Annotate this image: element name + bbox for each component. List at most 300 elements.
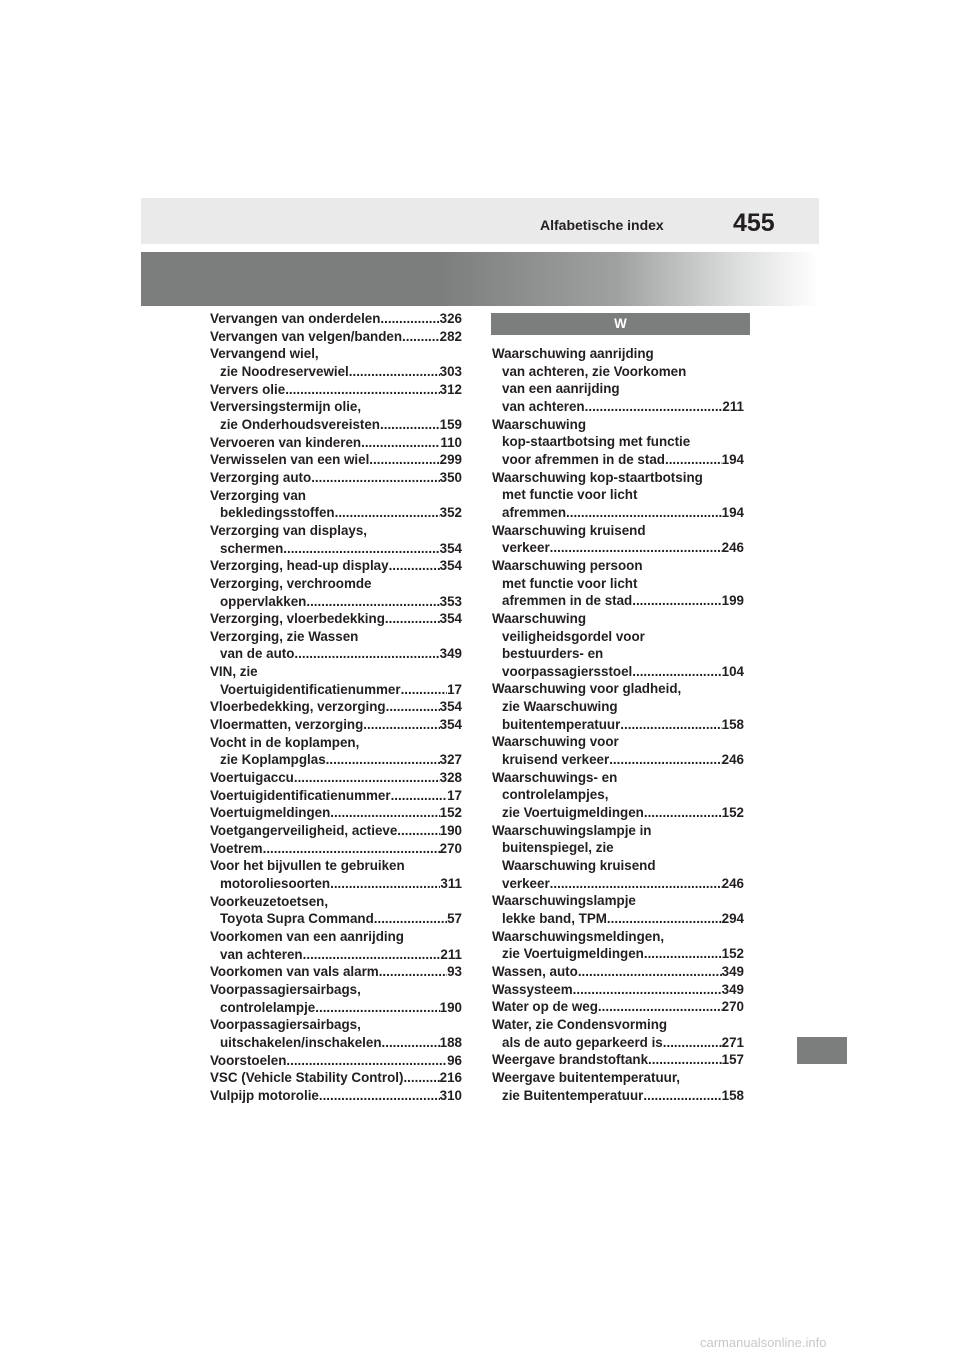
index-entry-line — [210, 751, 462, 769]
index-entry — [210, 557, 462, 575]
index-entry-line — [210, 345, 462, 363]
index-entry — [492, 610, 744, 681]
index-entry — [210, 928, 462, 963]
watermark: carmanualsonline.info — [700, 1335, 827, 1350]
dot-leader — [397, 822, 439, 840]
index-entry — [492, 345, 744, 416]
thumb-index-tab — [797, 1037, 847, 1064]
index-entry — [210, 857, 462, 892]
index-term: Weergave buitentemperatuur, — [492, 1069, 681, 1085]
index-term: Waarschuwing voor gladheid, — [492, 681, 682, 697]
index-term: kruisend verkeer — [502, 752, 610, 768]
index-entry — [210, 628, 462, 663]
dot-leader — [263, 840, 440, 858]
index-entry-line — [210, 487, 462, 505]
dot-leader — [349, 363, 440, 381]
index-entry-line — [492, 451, 744, 469]
dot-leader — [665, 451, 722, 469]
index-page-ref: 211 — [722, 398, 744, 414]
index-entry-line — [210, 645, 462, 663]
index-page-ref: 246 — [721, 540, 744, 556]
index-term: verkeer — [502, 875, 550, 891]
index-term: oppervlakken — [220, 593, 307, 609]
index-term: Voorkomen van een aanrijding — [210, 928, 404, 944]
index-entry-line — [492, 786, 744, 804]
index-entry-line — [492, 469, 744, 487]
index-term: Water, zie Condensvorming — [492, 1016, 668, 1032]
index-term: Voertuigaccu — [210, 770, 294, 786]
index-page-ref: 211 — [440, 946, 462, 962]
index-entry-line — [492, 1087, 744, 1105]
index-term: Voetrem — [210, 840, 263, 856]
dot-leader — [363, 716, 439, 734]
index-entry-line — [492, 1069, 744, 1087]
index-entry — [210, 1087, 462, 1105]
index-term: Weergave brandstoftank — [492, 1052, 649, 1068]
index-entry-line — [210, 734, 462, 752]
index-entry — [492, 963, 744, 981]
dot-leader — [319, 1087, 440, 1105]
index-page-ref: 354 — [439, 540, 462, 556]
index-entry-line — [210, 698, 462, 716]
index-page-ref: 326 — [439, 311, 462, 326]
index-term: motoroliesoorten — [220, 876, 331, 891]
dot-leader — [283, 540, 439, 558]
index-entry-line — [492, 910, 744, 928]
index-page-ref: 199 — [721, 593, 744, 609]
dot-leader — [335, 504, 440, 522]
index-page-ref: 354 — [439, 611, 462, 627]
index-entry — [210, 398, 462, 433]
index-term: Wassen, auto — [492, 963, 578, 979]
index-entry-line — [492, 822, 744, 840]
dot-leader — [578, 963, 722, 981]
index-entry-line — [210, 999, 462, 1017]
index-entry-line — [210, 593, 462, 611]
index-entry — [210, 804, 462, 822]
index-term: uitschakelen/inschakelen — [220, 1034, 382, 1050]
index-term: zie Voertuigmeldingen — [502, 946, 644, 962]
index-entry-line — [492, 345, 744, 363]
index-entry-line — [210, 328, 462, 346]
index-page-ref: 57 — [447, 911, 462, 927]
index-term: zie Onderhoudsvereisten — [220, 416, 380, 432]
index-entry — [210, 963, 462, 981]
index-entry — [210, 787, 462, 805]
index-entry-line — [210, 557, 462, 575]
index-entry — [210, 328, 462, 346]
index-term: Voertuigmeldingen — [210, 805, 331, 821]
index-entry-line — [210, 451, 462, 469]
index-page-ref: 194 — [721, 504, 744, 520]
index-term: Waarschuwing aanrijding — [492, 346, 654, 361]
index-page-ref: 350 — [439, 469, 462, 485]
index-term: Verwisselen van een wiel — [210, 452, 370, 468]
index-entry-line — [210, 963, 462, 981]
index-page-ref: 152 — [721, 946, 744, 962]
index-entry-line — [492, 610, 744, 628]
index-entry — [210, 981, 462, 1016]
letter-heading: W — [491, 313, 750, 335]
index-page-ref: 158 — [721, 1087, 744, 1103]
index-entry — [210, 716, 462, 734]
index-term: Voertuigidentificatienummer — [210, 787, 391, 803]
index-entry-line — [210, 522, 462, 540]
index-page-ref: 110 — [440, 434, 462, 450]
dot-leader — [566, 504, 722, 522]
index-entry — [210, 310, 462, 328]
index-entry — [210, 345, 462, 380]
index-term: Verzorging, verchroomde — [210, 575, 372, 591]
index-term: van achteren, zie Voorkomen — [502, 363, 687, 379]
index-entry-line — [210, 1087, 462, 1105]
index-term: controlelampje — [220, 999, 316, 1015]
index-entry — [210, 487, 462, 522]
index-entry-line — [492, 363, 744, 381]
index-entry-line — [210, 875, 462, 893]
index-page-ref: 17 — [447, 681, 462, 697]
index-entry-line — [210, 1034, 462, 1052]
index-page-ref: 282 — [439, 328, 462, 344]
index-term: Waarschuwing kop-staartbotsing — [492, 469, 703, 485]
dot-leader — [330, 804, 439, 822]
index-entry-line — [210, 575, 462, 593]
index-page-ref: 303 — [439, 363, 462, 379]
index-term: afremmen — [502, 504, 567, 520]
dot-leader — [326, 751, 440, 769]
dot-leader — [632, 592, 721, 610]
index-term: Vulpijp motorolie — [210, 1087, 319, 1103]
index-term: Water op de weg — [492, 999, 598, 1015]
index-entry — [492, 1051, 744, 1069]
dot-leader — [648, 1051, 722, 1069]
index-entry-line — [210, 398, 462, 416]
index-page-ref: 352 — [439, 505, 462, 521]
index-entry — [492, 557, 744, 610]
index-page-ref: 93 — [447, 964, 462, 980]
index-entry-line — [210, 1069, 462, 1087]
dot-leader — [315, 999, 439, 1017]
index-page-ref: 104 — [721, 663, 744, 679]
index-entry-line — [210, 504, 462, 522]
index-term: afremmen in de stad — [502, 593, 633, 609]
index-entry-line — [210, 804, 462, 822]
index-term: zie Noodreservewiel — [220, 363, 349, 379]
index-term: Vervangend wiel, — [210, 346, 319, 362]
index-entry-line — [492, 592, 744, 610]
dot-leader — [306, 593, 439, 611]
index-page-ref: 194 — [721, 451, 744, 467]
index-term: van een aanrijding — [502, 381, 620, 397]
index-term: VIN, zie — [210, 664, 258, 680]
dot-leader — [598, 998, 722, 1016]
dot-leader — [663, 1034, 722, 1052]
index-page-ref: 354 — [439, 699, 462, 715]
index-page-ref: 328 — [439, 770, 462, 786]
index-page-ref: 299 — [439, 452, 462, 468]
index-entry — [492, 998, 744, 1016]
index-entry-line — [492, 416, 744, 434]
index-entry-line — [492, 698, 744, 716]
dot-leader — [285, 381, 439, 399]
index-entry — [210, 698, 462, 716]
index-page-ref: 310 — [439, 1087, 462, 1103]
index-page-ref: 354 — [439, 717, 462, 733]
index-term: zie Buitentemperatuur — [502, 1087, 644, 1103]
index-term: verkeer — [502, 540, 550, 556]
index-entry-line — [492, 557, 744, 575]
index-entry-line — [210, 769, 462, 787]
index-term: Vocht in de koplampen, — [210, 734, 360, 750]
index-term: Verzorging, head-up display — [210, 558, 389, 574]
index-page-ref: 349 — [721, 981, 744, 997]
index-page-ref: 353 — [439, 593, 462, 609]
index-term: veiligheidsgordel voor — [502, 628, 645, 644]
index-page-ref: 349 — [721, 963, 744, 979]
index-entry-line — [210, 1052, 462, 1070]
dot-leader — [369, 451, 439, 469]
index-term: bekledingsstoffen — [220, 505, 335, 521]
index-page-ref: 152 — [721, 805, 744, 821]
index-term: Voorstoelen — [210, 1052, 287, 1068]
index-entry-line — [492, 804, 744, 822]
index-entry-line — [492, 839, 744, 857]
index-term: Ververs olie — [210, 381, 286, 397]
dot-leader — [585, 398, 723, 416]
header-band — [141, 198, 819, 244]
dot-leader — [607, 910, 722, 928]
index-page-ref: 312 — [439, 381, 462, 397]
index-entry-line — [210, 1016, 462, 1034]
index-entry-line — [492, 716, 744, 734]
index-entry — [210, 840, 462, 858]
index-entry — [492, 928, 744, 963]
dot-leader — [573, 981, 722, 999]
dot-leader — [632, 663, 721, 681]
index-entry-line — [210, 981, 462, 999]
index-entry — [492, 733, 744, 768]
index-term: Verzorging van — [210, 487, 306, 503]
index-entry-line — [210, 822, 462, 840]
header-gradient-band — [141, 252, 819, 306]
index-term: met functie voor licht — [502, 487, 638, 503]
index-term: Verzorging van displays, — [210, 522, 368, 538]
index-entry — [492, 416, 744, 469]
index-page-ref: 246 — [721, 875, 744, 891]
index-page-ref: 327 — [439, 752, 462, 768]
section-title: Alfabetische index — [540, 217, 664, 233]
index-entry-line — [210, 787, 462, 805]
index-term: Waarschuwing kruisend — [502, 858, 656, 874]
index-entry — [210, 734, 462, 769]
dot-leader — [389, 557, 440, 575]
index-term: met functie voor licht — [502, 575, 638, 591]
dot-leader — [379, 963, 447, 981]
index-page-ref: 311 — [440, 876, 462, 891]
index-term: zie Waarschuwing — [502, 699, 618, 715]
index-entry-line — [492, 928, 744, 946]
index-entry-line — [492, 733, 744, 751]
dot-leader — [294, 645, 439, 663]
index-entry — [210, 822, 462, 840]
index-entry — [210, 893, 462, 928]
index-term: bestuurders- en — [502, 646, 604, 662]
index-page-ref: 159 — [439, 416, 462, 432]
index-term: Verzorging, vloerbedekking — [210, 611, 385, 627]
index-entry-line — [492, 857, 744, 875]
index-term: Voertuigidentificatienummer — [220, 681, 401, 697]
index-entry-line — [210, 840, 462, 858]
index-entry-line — [210, 469, 462, 487]
dot-leader — [401, 681, 448, 699]
index-page-ref: 270 — [439, 840, 462, 856]
index-page-ref: 96 — [447, 1052, 462, 1068]
index-term: Voorkeuzetoetsen, — [210, 893, 329, 909]
index-entry-line — [492, 645, 744, 663]
index-term: Voetgangerveiligheid, actieve — [210, 823, 398, 839]
index-page-ref: 271 — [721, 1034, 744, 1050]
index-term: buitenspiegel, zie — [502, 840, 614, 856]
index-entry-line — [210, 310, 462, 328]
index-entry-line — [492, 398, 744, 416]
index-entry-line — [492, 504, 744, 522]
index-term: lekke band, TPM — [502, 911, 607, 926]
index-entry-line — [492, 875, 744, 893]
index-entry-line — [492, 998, 744, 1016]
index-entry-line — [210, 416, 462, 434]
index-entry-line — [492, 1016, 744, 1034]
index-entry — [492, 822, 744, 893]
index-entry — [492, 469, 744, 522]
index-entry-line — [492, 1051, 744, 1069]
dot-leader — [644, 945, 722, 963]
index-page-ref: 188 — [439, 1034, 462, 1050]
index-page-ref: 158 — [721, 716, 744, 732]
index-entry-line — [492, 769, 744, 787]
dot-leader — [374, 910, 447, 928]
index-entry-line — [492, 628, 744, 646]
index-term: Waarschuwings- en — [492, 769, 618, 785]
index-entry — [210, 1016, 462, 1051]
dot-leader — [391, 787, 448, 805]
index-term: Vloermatten, verzorging — [210, 717, 364, 733]
index-entry-line — [492, 751, 744, 769]
index-entry-line — [492, 663, 744, 681]
index-page-ref: 294 — [721, 911, 744, 926]
index-entry — [210, 434, 462, 452]
index-entry-line — [210, 663, 462, 681]
index-term: Waarschuwingslampje — [492, 893, 636, 909]
index-entry — [492, 892, 744, 927]
index-page-ref: 190 — [439, 823, 462, 839]
index-term: controlelampjes, — [502, 787, 609, 803]
index-entry-line — [210, 946, 462, 964]
index-term: zie Voertuigmeldingen — [502, 805, 644, 821]
dot-leader — [620, 716, 721, 734]
dot-leader — [403, 1069, 439, 1087]
index-page-ref: 270 — [721, 999, 744, 1015]
index-entry — [210, 451, 462, 469]
index-entry-line — [492, 380, 744, 398]
index-entry-line — [492, 892, 744, 910]
index-term: VSC (Vehicle Stability Control) — [210, 1070, 404, 1086]
dot-leader — [303, 946, 441, 964]
index-column-right — [492, 345, 744, 1104]
index-entry-line — [492, 1034, 744, 1052]
index-entry — [492, 1069, 744, 1104]
index-entry-line — [210, 540, 462, 558]
index-entry-line — [492, 522, 744, 540]
index-term: Voorpassagiersairbags, — [210, 981, 361, 997]
dot-leader — [550, 875, 722, 893]
index-entry-line — [210, 434, 462, 452]
index-page-ref: 190 — [439, 999, 462, 1015]
index-term: zie Koplampglas — [220, 752, 326, 768]
index-term: Waarschuwingsmeldingen, — [492, 928, 665, 944]
index-entry-line — [210, 610, 462, 628]
index-term: Waarschuwing persoon — [492, 557, 643, 573]
index-term: van achteren — [220, 946, 303, 962]
index-page-ref: 157 — [721, 1052, 744, 1068]
index-entry — [492, 522, 744, 557]
page-number: 455 — [733, 209, 775, 237]
index-term: Vervangen van onderdelen — [210, 311, 381, 326]
index-entry-line — [210, 910, 462, 928]
index-term: van de auto — [220, 646, 295, 662]
index-term: Verzorging, zie Wassen — [210, 628, 359, 644]
index-entry — [492, 769, 744, 822]
index-entry-line — [492, 539, 744, 557]
index-entry-line — [492, 433, 744, 451]
index-entry — [210, 469, 462, 487]
dot-leader — [330, 875, 440, 893]
index-term: Vervoeren van kinderen — [210, 434, 362, 450]
index-entry — [492, 680, 744, 733]
index-entry-line — [492, 945, 744, 963]
index-entry-line — [210, 857, 462, 875]
index-entry-line — [210, 893, 462, 911]
index-term: voor afremmen in de stad — [502, 451, 665, 467]
index-entry-line — [210, 381, 462, 399]
index-entry-line — [210, 716, 462, 734]
index-entry-line — [492, 981, 744, 999]
index-term: kop-staartbotsing met functie — [502, 434, 691, 450]
dot-leader — [386, 698, 440, 716]
index-term: Waarschuwing — [492, 416, 586, 432]
index-entry — [210, 1052, 462, 1070]
index-term: Wassysteem — [492, 981, 573, 997]
dot-leader — [382, 1034, 440, 1052]
index-entry — [492, 1016, 744, 1051]
index-page-ref: 354 — [439, 558, 462, 574]
dot-leader — [380, 310, 439, 328]
index-column-left — [210, 310, 462, 1105]
index-entry — [210, 575, 462, 610]
dot-leader — [644, 804, 722, 822]
index-term: Voorpassagiersairbags, — [210, 1017, 361, 1033]
index-term: voorpassagiersstoel — [502, 663, 633, 679]
index-entry — [210, 1069, 462, 1087]
index-page-ref: 246 — [721, 752, 744, 768]
index-entry — [492, 981, 744, 999]
index-term: Voor het bijvullen te gebruiken — [210, 858, 405, 874]
index-entry-line — [492, 680, 744, 698]
index-term: schermen — [220, 540, 284, 556]
index-term: Waarschuwing voor — [492, 734, 619, 750]
index-page-ref: 152 — [439, 805, 462, 821]
dot-leader — [550, 539, 722, 557]
dot-leader — [311, 469, 439, 487]
